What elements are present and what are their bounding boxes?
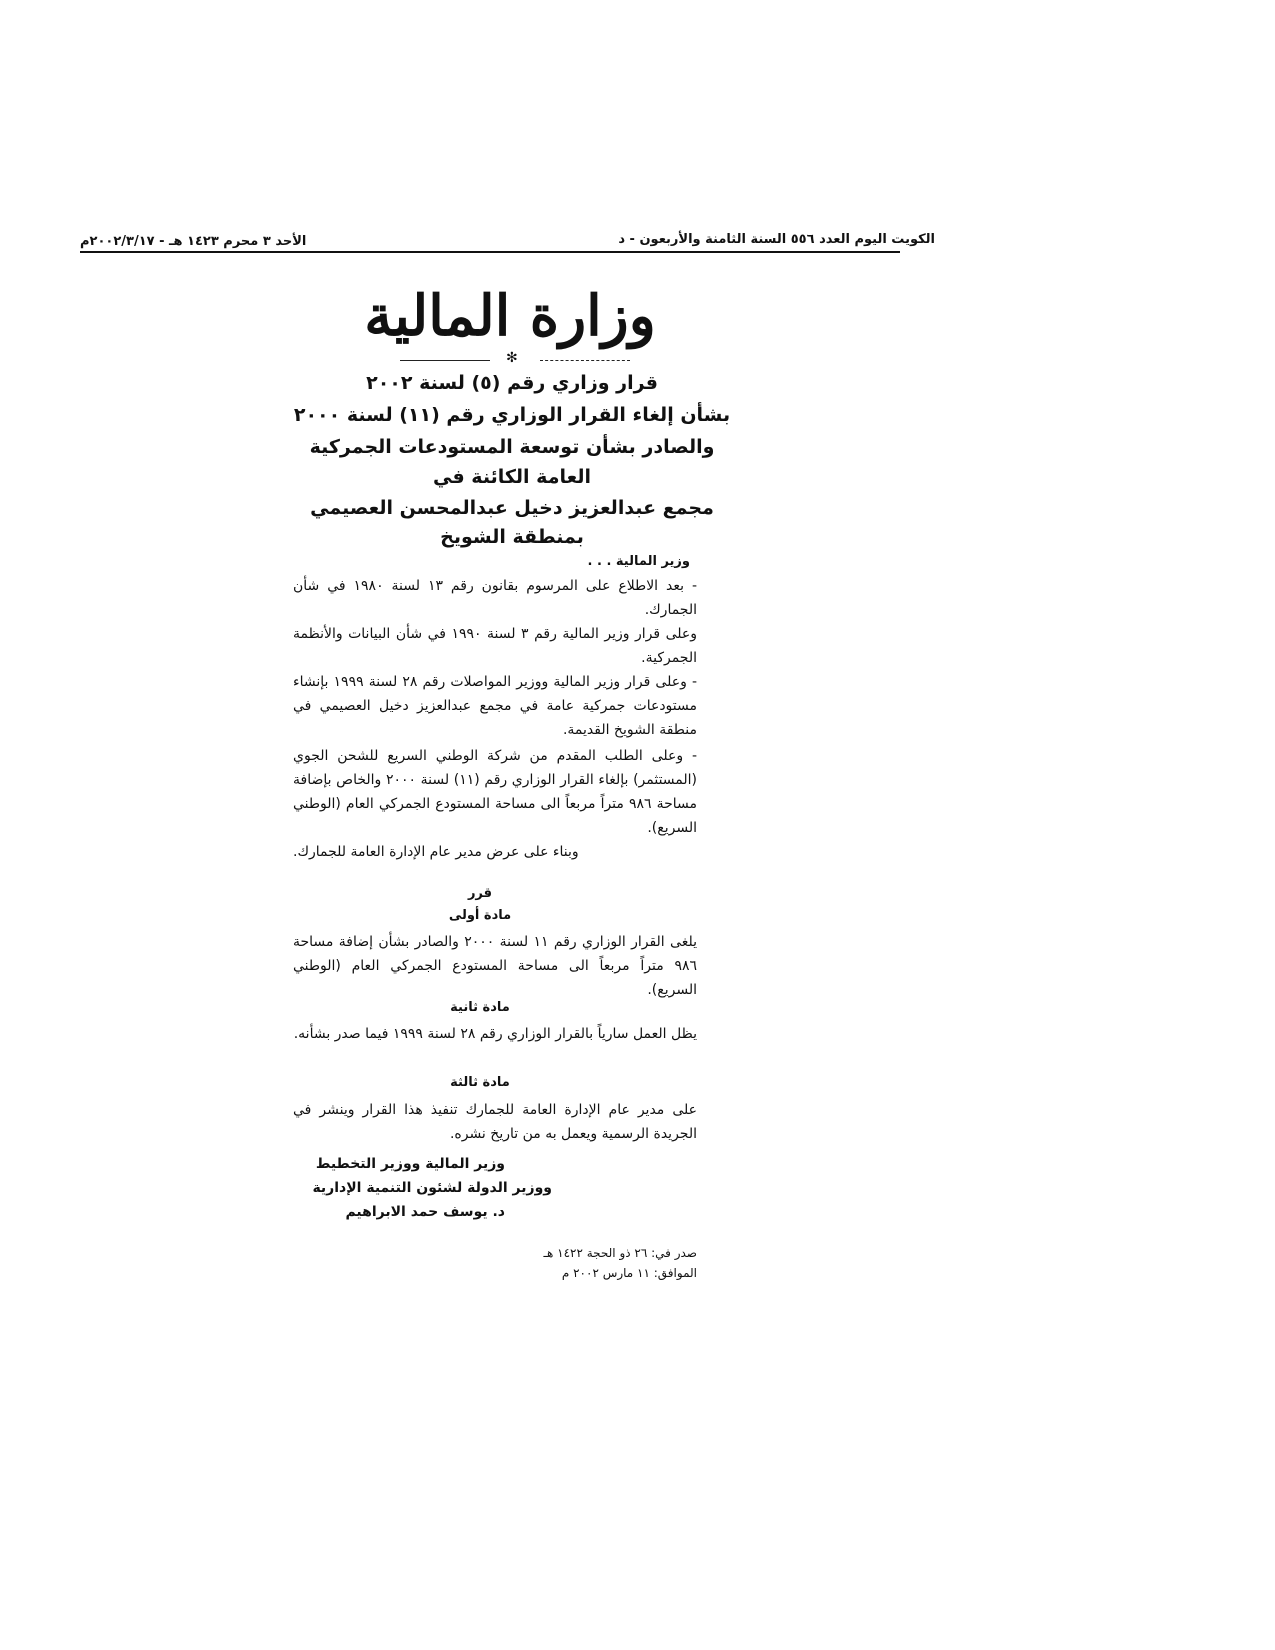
ministry-title: وزارة المالية xyxy=(364,283,656,349)
minister-label: وزير المالية . . . xyxy=(587,554,690,569)
preamble-paragraph: - وعلى الطلب المقدم من شركة الوطني السريع للشحن الجوي (المستثمر) بإلغاء القرار الوزاري رقم (١١) لسنة ٢٠٠٠ والخاص بإضافة مساحة ٩٨٦ متراً مربعاً الى مساحة المستودع الجمركي العام (الوطني السريع). xyxy=(293,748,698,836)
issue-date-gregorian: الموافق: ١١ مارس ٢٠٠٢ م xyxy=(561,1266,697,1280)
decision-title-line: مجمع عبدالعزيز دخيل عبدالمحسن العصيمي xyxy=(310,497,714,519)
article-text: على مدير عام الإدارة العامة للجمارك تنفيذ هذا القرار وينشر في الجريدة الرسمية ويعمل به من تاريخ نشره. xyxy=(293,1102,697,1142)
decided-label: قرر xyxy=(467,886,493,901)
article-text: يظل العمل سارياً بالقرار الوزاري رقم ٢٨ لسنة ١٩٩٩ فيما صدر بشأنه. xyxy=(293,1026,697,1042)
article-heading: مادة ثالثة xyxy=(450,1075,510,1090)
signatory-title: وزير المالية ووزير التخطيط xyxy=(315,1156,505,1172)
header-divider xyxy=(80,251,900,253)
decision-title-line: بشأن إلغاء القرار الوزاري رقم (١١) لسنة ٢٠٠٠ xyxy=(293,404,731,426)
preamble-paragraph: - وعلى قرار وزير المالية ووزير المواصلات رقم ٢٨ لسنة ١٩٩٩ بإنشاء مستودعات جمركية عامة في مجمع عبدالعزيز دخيل العصيمي في منطقة الشويخ القديمة. xyxy=(293,674,698,738)
gazette-header-issue: الكويت اليوم العدد ٥٥٦ السنة الثامنة والأربعون - د xyxy=(618,232,935,247)
article-heading: مادة ثانية xyxy=(450,1000,510,1015)
preamble-paragraph: - بعد الاطلاع على المرسوم بقانون رقم ١٣ لسنة ١٩٨٠ في شأن الجمارك. xyxy=(293,578,697,618)
issue-date-hijri: صدر في: ٢٦ ذو الحجة ١٤٢٢ هـ xyxy=(543,1246,697,1260)
ornament-star-icon: ✻ xyxy=(506,350,518,366)
gazette-header-date: الأحد ٣ محرم ١٤٢٣ هـ - ٢٠٠٢/٣/١٧م xyxy=(80,234,307,249)
article-heading: مادة أولى xyxy=(448,908,512,923)
decision-title-line: والصادر بشأن توسعة المستودعات الجمركية xyxy=(309,436,715,458)
decision-title-line: العامة الكائنة في xyxy=(433,466,591,488)
decision-title-line: قرار وزاري رقم (٥) لسنة ٢٠٠٢ xyxy=(366,372,658,394)
preamble-paragraph: وبناء على عرض مدير عام الإدارة العامة للجمارك. xyxy=(293,844,579,860)
signatory-name: د. يوسف حمد الابراهيم xyxy=(345,1204,505,1220)
ornament-divider xyxy=(400,350,630,366)
decision-title-line: بمنطقة الشويخ xyxy=(440,526,584,548)
signatory-title: ووزير الدولة لشئون التنمية الإدارية xyxy=(312,1180,552,1196)
preamble-paragraph: وعلى قرار وزير المالية رقم ٣ لسنة ١٩٩٠ في شأن البيانات والأنظمة الجمركية. xyxy=(293,626,697,666)
article-text: يلغى القرار الوزاري رقم ١١ لسنة ٢٠٠٠ والصادر بشأن إضافة مساحة ٩٨٦ متراً مربعاً الى مساحة المستودع الجمركي العام (الوطني السريع). xyxy=(293,934,697,998)
